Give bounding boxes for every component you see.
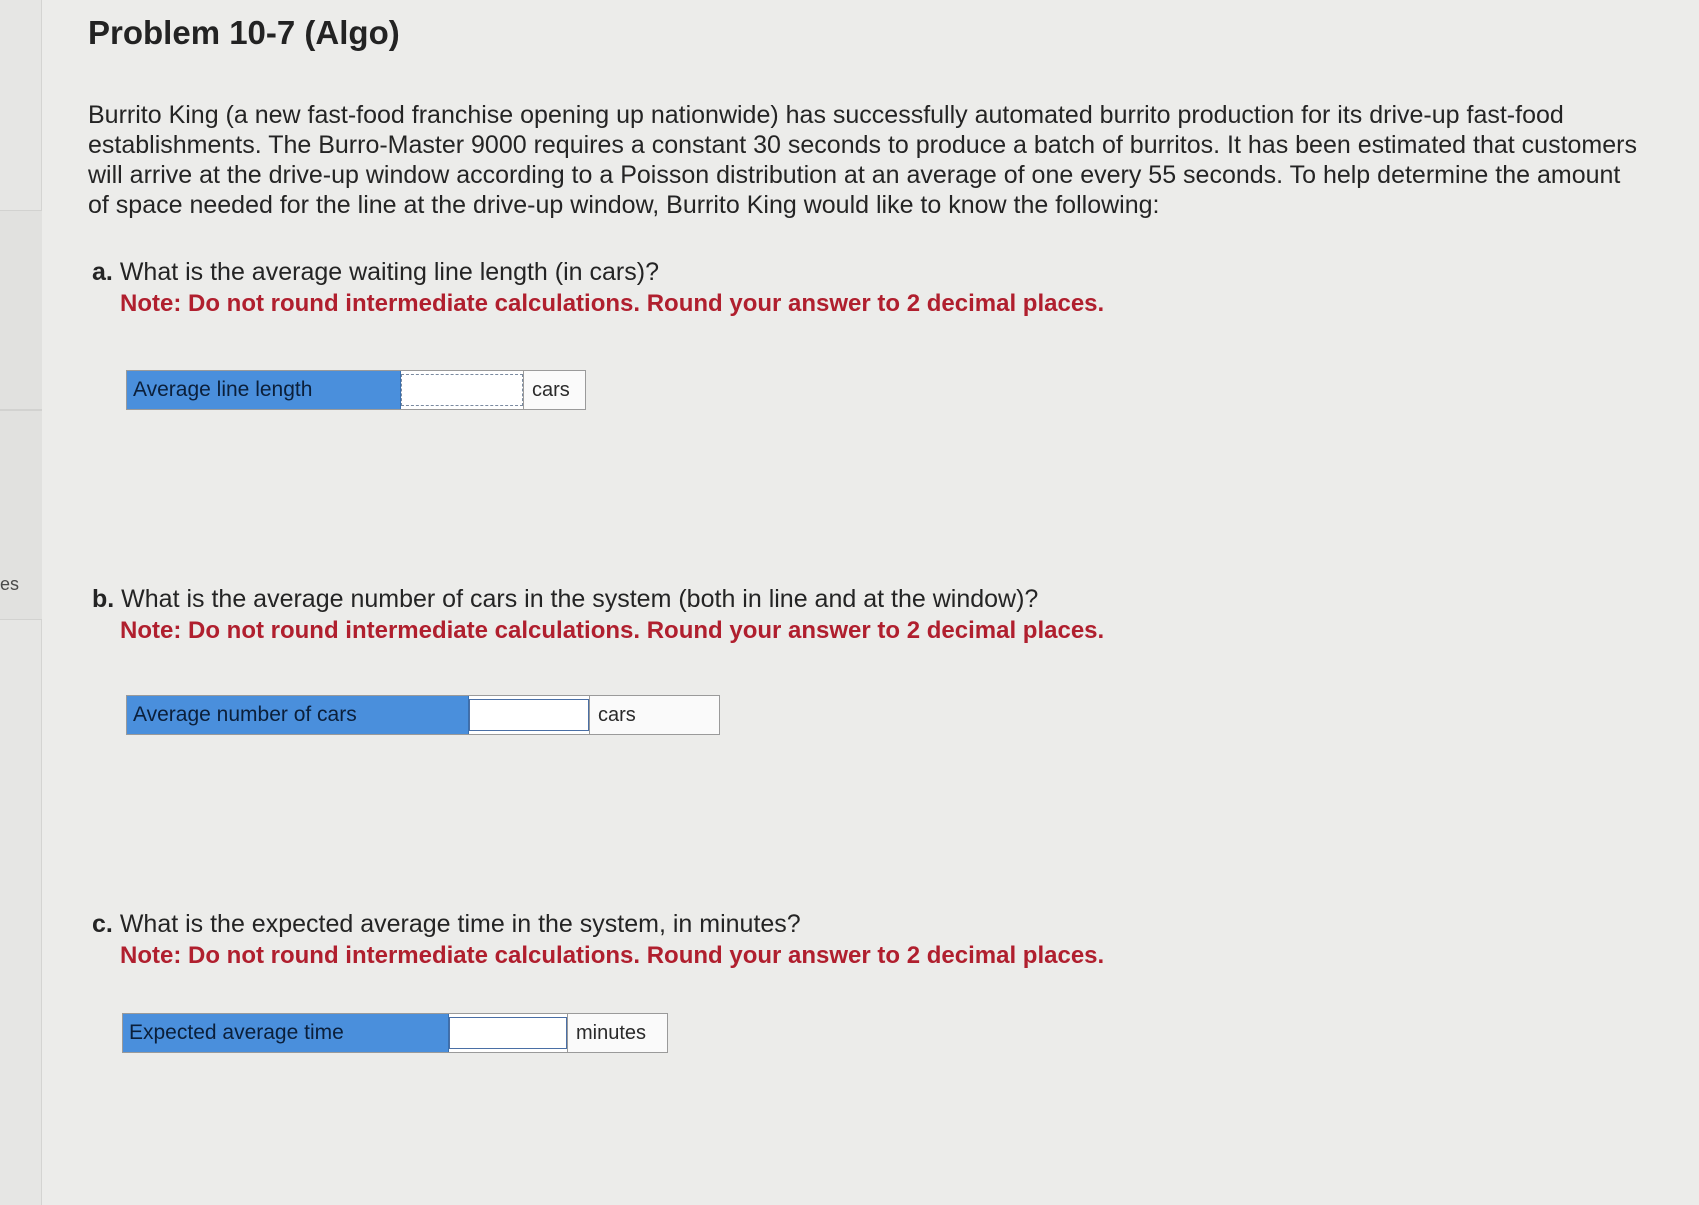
- sidebar-edge: [0, 0, 42, 1205]
- rounding-note: Note: Do not round intermediate calculations. Round your answer to 2 decimal places.: [120, 942, 1105, 969]
- question-b-text: [92, 583, 1612, 615]
- problem-title: Problem 10-7 (Algo): [88, 14, 400, 51]
- average-line-length-input[interactable]: [401, 374, 523, 406]
- question-letter: c.: [92, 910, 113, 938]
- problem-intro: Burrito King (a new fast-food franchise opening up nationwide) has successfully automated burrito production for its drive-up fast-food establishments. The Burro-Master 9000 requires a constant 30 seconds to produce a batch of burritos. It has been estimated that customers will arrive at the drive-up window according to a Poisson distribution at an average of one every 55 seconds. To help determine the amount of space needed for the line at the drive-up window, Burrito King would like to know the following:: [88, 101, 1637, 219]
- unit-label: cars: [589, 696, 719, 734]
- unit-label: cars: [523, 371, 585, 409]
- question-a: [92, 256, 1612, 320]
- question-c: [92, 908, 1612, 972]
- sidebar-tab[interactable]: [0, 210, 42, 410]
- question-b: [92, 583, 1612, 647]
- answer-row-c: [122, 1013, 668, 1053]
- question-prompt: What is the average waiting line length (in cars)?: [119, 258, 659, 286]
- answer-label: Expected average time: [123, 1014, 449, 1052]
- average-number-of-cars-input[interactable]: [469, 699, 589, 731]
- rounding-note: Note: Do not round intermediate calculations. Round your answer to 2 decimal places.: [120, 290, 1105, 317]
- sidebar-partial-label: es: [0, 574, 20, 594]
- rounding-note: Note: Do not round intermediate calculations. Round your answer to 2 decimal places.: [120, 617, 1105, 644]
- answer-label: Average number of cars: [127, 696, 469, 734]
- question-prompt: What is the expected average time in the system, in minutes?: [119, 910, 801, 938]
- expected-average-time-input[interactable]: [449, 1017, 567, 1049]
- answer-row-a: [126, 370, 586, 410]
- answer-row-b: [126, 695, 720, 735]
- answer-label: Average line length: [127, 371, 401, 409]
- question-a-text: [92, 256, 1612, 288]
- question-letter: a.: [92, 258, 113, 286]
- question-letter: b.: [92, 585, 115, 613]
- unit-label: minutes: [567, 1014, 667, 1052]
- question-c-text: [92, 908, 1612, 940]
- question-prompt: What is the average number of cars in the system (both in line and at the window)?: [121, 585, 1039, 613]
